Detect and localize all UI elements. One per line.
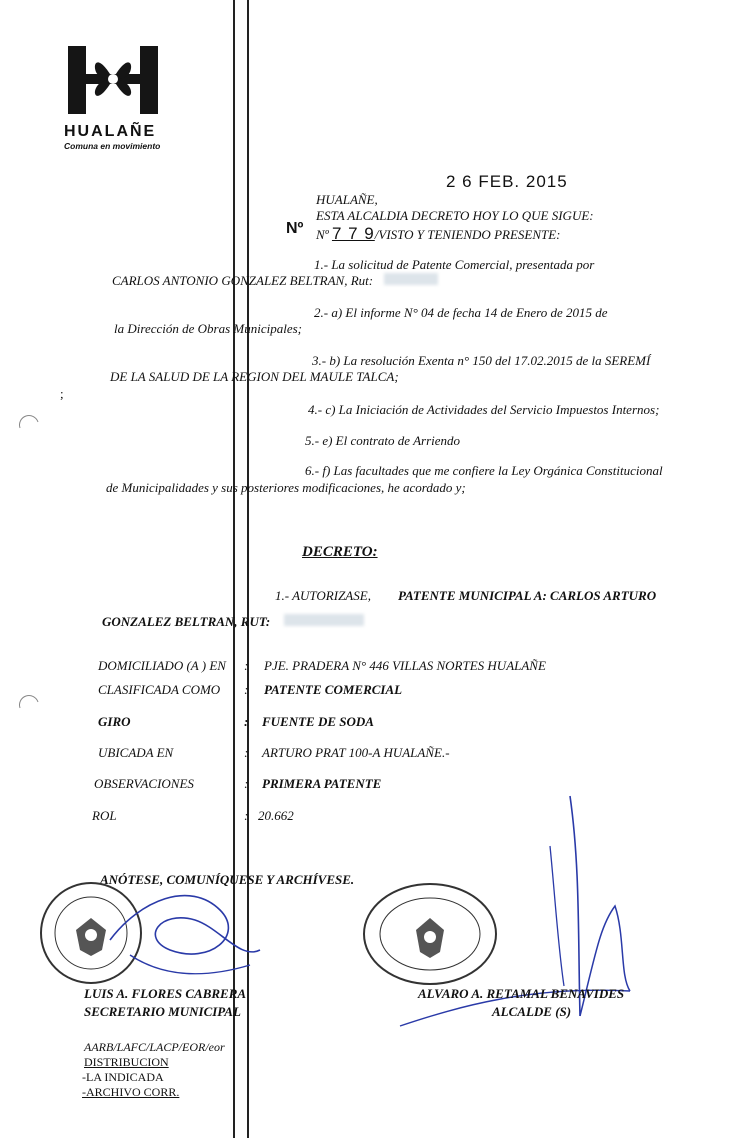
detail-label-ubicada: UBICADA EN <box>98 745 174 760</box>
detail-sep: : <box>244 776 249 791</box>
redacted-rut <box>384 273 438 285</box>
detail-label-clasificada: CLASIFICADA COMO <box>98 682 221 697</box>
detail-value-ubicada: ARTURO PRAT 100-A HUALAÑE.- <box>262 745 450 760</box>
detail-label-domicilio: DOMICILIADO (A ) EN <box>98 658 226 673</box>
detail-label-rol: ROL <box>92 808 117 823</box>
consideration-5: 5.- e) El contrato de Arriendo <box>305 433 461 448</box>
secretary-title: SECRETARIO MUNICIPAL <box>84 1004 241 1019</box>
decree-number: 7 7 9 <box>331 224 375 243</box>
stray-mark: ; <box>60 386 64 401</box>
detail-value-giro: FUENTE DE SODA <box>262 714 374 729</box>
detail-value-domicilio: PJE. PRADERA N° 446 VILLAS NORTES HUALAÑE <box>264 658 546 673</box>
visto-label: /VISTO Y TENIENDO PRESENTE: <box>374 227 561 242</box>
closing-line: ANÓTESE, COMUNÍQUESE Y ARCHÍVESE. <box>100 872 355 887</box>
city-line: HUALAÑE, <box>316 192 378 207</box>
detail-value-observaciones: PRIMERA PATENTE <box>262 776 382 791</box>
secretary-name: LUIS A. FLORES CABRERA <box>84 986 247 1001</box>
consideration-3-line2: DE LA SALUD DE LA REGION DEL MAULE TALCA; <box>110 369 399 384</box>
detail-sep: : <box>244 714 249 729</box>
secretary-signature-icon <box>100 880 270 1000</box>
consideration-4: 4.- c) La Iniciación de Actividades del Servicio Impuestos Internos; <box>308 402 660 417</box>
distribution-item-2: -ARCHIVO CORR. <box>82 1085 180 1099</box>
detail-value-rol: 20.662 <box>258 808 294 823</box>
consideration-2-line2: la Dirección de Obras Municipales; <box>114 321 302 336</box>
consideration-1-line2: CARLOS ANTONIO GONZALEZ BELTRAN, Rut: <box>112 273 374 288</box>
redacted-rut-2 <box>284 614 364 626</box>
decree-number-line <box>316 224 561 244</box>
detail-label-observaciones: OBSERVACIONES <box>94 776 194 791</box>
detail-value-clasificada: PATENTE COMERCIAL <box>264 682 403 697</box>
date-stamp: 2 6 FEB. 2015 <box>446 172 568 191</box>
initials-line: AARB/LAFC/LACP/EOR/eor <box>84 1040 225 1054</box>
logo-tagline: Comuna en movimiento <box>64 141 161 151</box>
intro-line: ESTA ALCALDIA DECRETO HOY LO QUE SIGUE: <box>316 208 594 223</box>
mayor-title: ALCALDE (S) <box>492 1004 572 1019</box>
detail-sep: : <box>244 745 249 760</box>
distribution-item-1: -LA INDICADA <box>82 1070 164 1084</box>
detail-label-giro: GIRO <box>98 714 131 729</box>
distribution-label: DISTRIBUCION <box>84 1055 169 1069</box>
punch-hole-mark-top <box>18 414 40 436</box>
hualane-logo-icon <box>64 44 162 116</box>
consideration-6-line1: 6.- f) Las facultades que me confiere la Ley Orgánica Constitucional <box>305 463 663 478</box>
decreto-item-name: GONZALEZ BELTRAN, RUT: <box>102 614 271 629</box>
consideration-2-line1: 2.- a) El informe N° 04 de fecha 14 de Enero de 2015 de <box>314 305 608 320</box>
number-stamp: Nº <box>286 220 304 237</box>
consideration-6-line2: de Municipalidades y sus posteriores modificaciones, he acordado y; <box>106 480 466 495</box>
detail-sep: : <box>244 658 249 673</box>
decreto-heading: DECRETO: <box>302 544 378 560</box>
mayor-name: ALVARO A. RETAMAL BENAVIDES <box>418 986 625 1001</box>
municipal-logo <box>64 44 168 151</box>
detail-sep: : <box>244 808 249 823</box>
punch-hole-mark-bottom <box>18 694 40 716</box>
consideration-1-line1: 1.- La solicitud de Patente Comercial, presentada por <box>314 257 595 272</box>
decreto-item-body: PATENTE MUNICIPAL A: CARLOS ARTURO <box>398 588 657 603</box>
detail-sep: : <box>244 682 249 697</box>
logo-name: HUALAÑE <box>64 123 157 140</box>
decreto-item-prefix: 1.- AUTORIZASE, <box>275 588 371 603</box>
number-label: Nº <box>316 227 329 242</box>
consideration-3-line1: 3.- b) La resolución Exenta n° 150 del 17.02.2015 de la SEREMÍ <box>312 353 651 368</box>
